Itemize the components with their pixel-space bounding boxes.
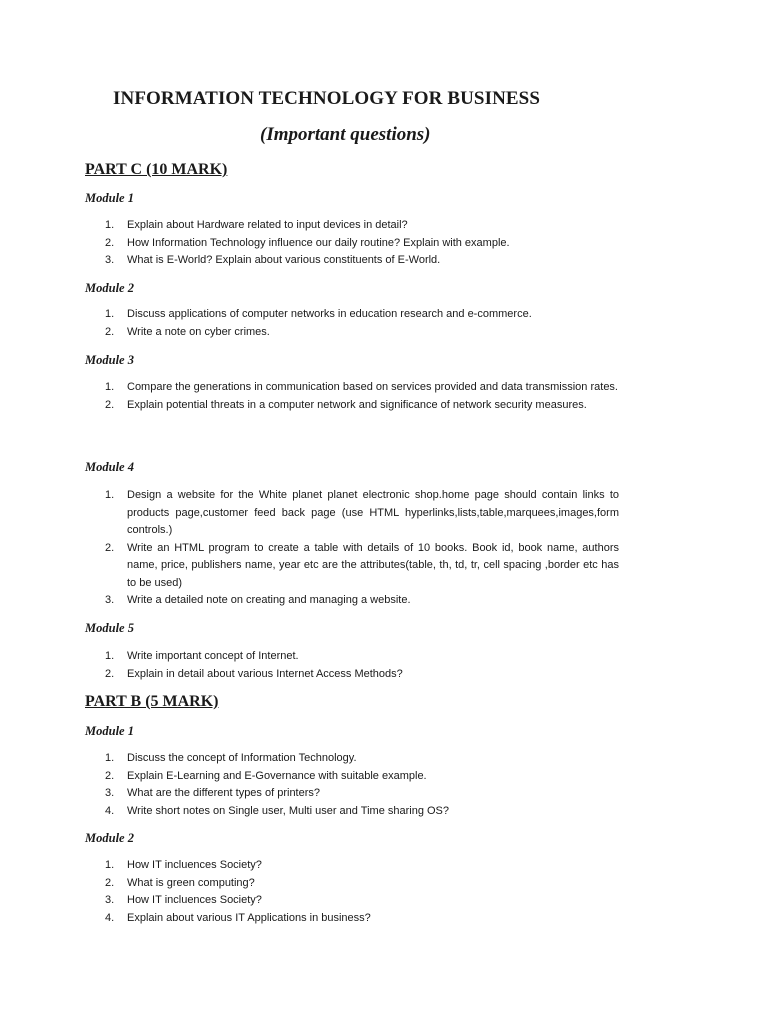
document-title: INFORMATION TECHNOLOGY FOR BUSINESS — [113, 88, 541, 109]
question-item — [105, 487, 619, 540]
part-b-module-2-heading: Module 2 — [85, 831, 134, 845]
part-c-module-5-questions — [105, 648, 619, 683]
question-item — [105, 379, 619, 397]
question-item — [105, 324, 619, 342]
part-c-module-3-questions — [105, 379, 619, 414]
question-number: 2. — [105, 398, 115, 411]
question-text: Explain about various IT Applications in business? — [127, 911, 371, 924]
part-b-module-2-questions — [105, 857, 619, 927]
part-c-module-5-heading: Module 5 — [85, 621, 134, 635]
part-c-module-4-heading: Module 4 — [85, 460, 134, 474]
question-item — [105, 217, 619, 235]
question-item — [105, 803, 619, 821]
question-text: Explain about Hardware related to input devices in detail? — [127, 219, 408, 231]
part-c-module-4-questions — [105, 487, 619, 610]
question-item — [105, 666, 619, 684]
part-b-module-1-questions — [105, 750, 619, 820]
question-number: 1. — [105, 650, 115, 662]
part-c-module-3-heading: Module 3 — [85, 353, 134, 367]
question-text: Write an HTML program to create a table with details of 10 books. Book id, book name, authors name, price, publishers name, year etc are the attributes(table, th, td, tr, cell spacing ,border etc has to be used) — [127, 541, 619, 589]
question-number: 1. — [105, 219, 115, 231]
question-text: How IT incluences Society? — [127, 859, 262, 871]
question-text: Compare the generations in communication based on services provided and data transmission rates. — [127, 381, 618, 393]
question-number: 2. — [105, 876, 115, 889]
question-item — [105, 750, 619, 768]
question-text: Explain E-Learning and E-Governance with suitable example. — [127, 769, 427, 782]
question-text: Design a website for the White planet planet electronic shop.home page should contain links to products page,customer feed back page (use HTML hyperlinks,lists,table,marquees,images,form controls.) — [127, 489, 619, 536]
question-text: Explain potential threats in a computer network and significance of network security measures. — [127, 398, 587, 411]
question-item — [105, 540, 619, 593]
question-item — [105, 648, 619, 666]
question-number: 1. — [105, 752, 115, 764]
question-number: 3. — [105, 894, 115, 906]
question-number: 3. — [105, 594, 115, 606]
question-item — [105, 397, 619, 415]
question-item — [105, 252, 619, 270]
question-text: Write short notes on Single user, Multi user and Time sharing OS? — [127, 804, 450, 817]
question-number: 2. — [105, 667, 115, 680]
question-text: How Information Technology influence our daily routine? Explain with example. — [127, 236, 510, 249]
question-number: 1. — [105, 308, 115, 320]
question-number: 2. — [105, 769, 115, 782]
question-text: How IT incluences Society? — [127, 894, 262, 906]
part-c-module-2-heading: Module 2 — [85, 281, 134, 295]
question-item — [105, 306, 619, 324]
part-b-heading: PART B (5 MARK) — [85, 693, 219, 710]
part-c-heading: PART C (10 MARK) — [85, 161, 228, 178]
question-item — [105, 768, 619, 786]
part-c-module-1-questions — [105, 217, 619, 270]
question-text: Explain in detail about various Internet Access Methods? — [127, 667, 403, 680]
question-item — [105, 857, 619, 875]
question-number: 3. — [105, 254, 115, 266]
question-item — [105, 235, 619, 253]
question-item — [105, 592, 619, 610]
question-item — [105, 785, 619, 803]
question-number: 3. — [105, 787, 115, 799]
question-number: 1. — [105, 859, 115, 871]
question-item — [105, 910, 619, 928]
part-c-module-2-questions — [105, 306, 619, 341]
question-text: Write important concept of Internet. — [127, 650, 299, 662]
question-number: 1. — [105, 381, 115, 393]
question-text: Write a detailed note on creating and managing a website. — [127, 594, 411, 606]
question-item — [105, 892, 619, 910]
question-item — [105, 875, 619, 893]
question-number: 4. — [105, 804, 115, 817]
question-text: Write a note on cyber crimes. — [127, 325, 270, 338]
question-text: Discuss the concept of Information Technology. — [127, 752, 357, 764]
question-text: Discuss applications of computer networks in education research and e-commerce. — [127, 308, 532, 320]
question-text: What is green computing? — [127, 876, 255, 889]
question-number: 2. — [105, 325, 115, 338]
document-subtitle: (Important questions) — [260, 124, 431, 145]
question-number: 1. — [105, 489, 115, 501]
question-number: 2. — [105, 236, 115, 249]
part-b-module-1-heading: Module 1 — [85, 724, 134, 738]
question-number: 2. — [105, 541, 115, 554]
question-text: What is E-World? Explain about various constituents of E-World. — [127, 254, 441, 266]
part-c-module-1-heading: Module 1 — [85, 191, 134, 205]
question-number: 4. — [105, 911, 115, 924]
question-text: What are the different types of printers? — [127, 787, 321, 799]
